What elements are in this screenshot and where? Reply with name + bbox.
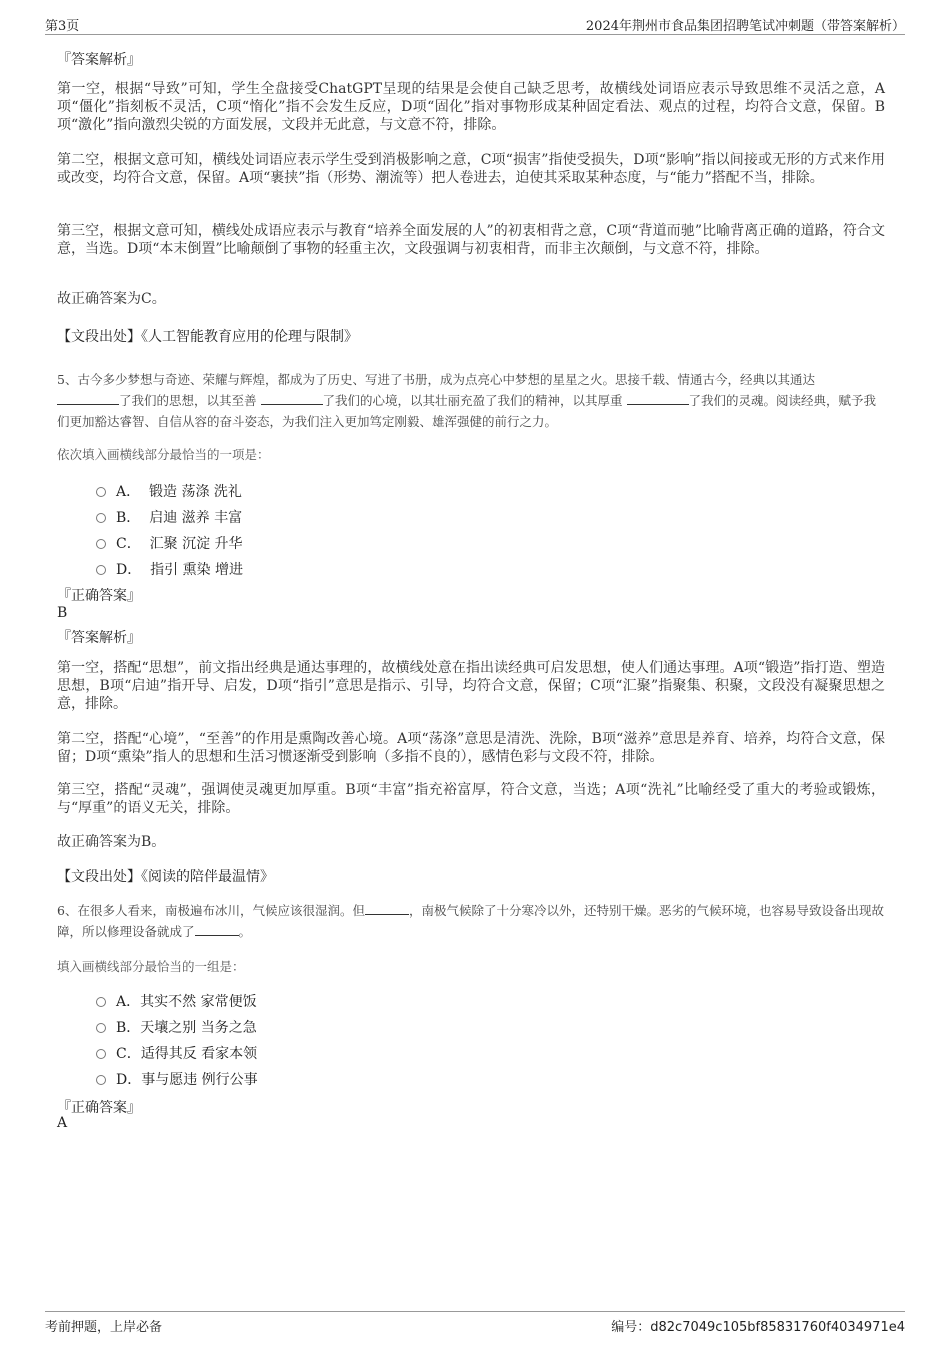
source-title: 《人工智能教育应用的伦理与限制》 [141, 329, 358, 345]
q6-option-b[interactable] [96, 1017, 257, 1037]
question-6-stem [57, 900, 885, 942]
prev-analysis-p3: 第三空，根据文意可知，横线处成语应表示与教育“培养全面发展的人”的初衷相背之意，C项“背道而驰”比喻背离正确的道路，符合文意，当选。D项“本末倒置”比喻颠倒了事物的轻重主次，文段强调与初衷相背，而非主次颠倒，与文意不符，排除。 [57, 223, 885, 257]
radio-button-icon[interactable] [96, 997, 106, 1007]
q5-option-b[interactable] [96, 507, 242, 527]
q6-text-a: 6、在很多人看来，南极遍布冰川，气候应该很湿润。但 [57, 903, 365, 918]
page-header [45, 12, 905, 35]
option-letter: B． [116, 1020, 141, 1036]
q5-option-a[interactable] [96, 481, 242, 501]
option-text: 天壤之别 当务之急 [140, 1020, 257, 1036]
q5-analysis-label: 『答案解析』 [57, 630, 141, 646]
fill-blank-2 [195, 923, 239, 936]
footer-slogan: 考前押题，上岸必备 [45, 1320, 163, 1335]
q6-text-c: 。 [238, 924, 252, 939]
option-text: 其实不然 家常便饭 [140, 994, 257, 1010]
option-letter: A． [116, 994, 141, 1010]
q5-analysis-p3: 第三空，搭配“灵魂”，强调使灵魂更加厚重。B项“丰富”指充裕富厚，符合文意，当选；A项“洗礼”比喻经受了重大的考验或锻炼，与“厚重”的语义无关，排除。 [57, 782, 885, 816]
radio-button-icon[interactable] [96, 513, 106, 523]
document-title: 2024年荆州市食品集团招聘笔试冲刺题（带答案解析） [585, 19, 905, 34]
page-number: 第3页 [45, 19, 80, 34]
code-value: d82c7049c105bf85831760f4034971e4 [650, 1320, 905, 1335]
q6-option-c[interactable] [96, 1043, 257, 1063]
q5-analysis-p1: 第一空，搭配“思想”，前文指出经典是通达事理的，故横线处意在指出读经典可启发思想，使人们通达事理。A项“锻造”指打造、塑造思想，B项“启迪”指开导、启发，D项“指引”意思是指示、引导，均符合文意，保留；C项“汇聚”指聚集、积聚，文段没有凝聚思想之意，排除。 [57, 660, 885, 712]
option-letter: C． [116, 1046, 141, 1062]
page-footer [45, 1311, 905, 1336]
prev-analysis-label: 『答案解析』 [57, 52, 141, 68]
q5-source [57, 866, 274, 886]
option-text: 锻造 荡涤 洗礼 [149, 484, 242, 500]
option-text: 事与愿违 例行公事 [141, 1072, 258, 1088]
q6-instruction: 填入画横线部分最恰当的一组是： [57, 959, 245, 974]
radio-button-icon[interactable] [96, 539, 106, 549]
radio-button-icon[interactable] [96, 565, 106, 575]
source-title: 《阅读的陪伴最温情》 [141, 869, 274, 885]
q5-option-d[interactable] [96, 559, 243, 579]
prev-conclusion: 故正确答案为C。 [57, 291, 166, 307]
option-text: 启迪 滋养 丰富 [149, 510, 243, 526]
fill-blank-2 [261, 392, 323, 405]
fill-blank-1 [365, 902, 409, 915]
q5-text-d: 了我们的灵魂。阅读经典，赋予我们更加豁达睿智、自信从容的奋斗姿态，为我们注入更加笃定刚毅、雄浑强健的前行之力。 [57, 393, 877, 429]
document-code [611, 1316, 905, 1335]
option-text: 适得其反 看家本领 [140, 1046, 258, 1062]
option-letter: B． [116, 510, 141, 526]
option-letter: C． [116, 536, 141, 552]
q5-text-b: 了我们的思想，以其至善 [119, 393, 257, 408]
question-5-stem [57, 369, 885, 432]
q5-analysis-p2: 第二空，搭配“心境”，“至善”的作用是熏陶改善心境。A项“荡涤”意思是清洗、洗除，B项“滋养”意思是养育、培养，均符合文意，保留；D项“熏染”指人的思想和生活习惯逐渐受到影响（多指不良的），感情色彩与文段不符，排除。 [57, 731, 885, 765]
q6-correct-label: 『正确答案』 [57, 1100, 141, 1116]
fill-blank-1 [57, 392, 119, 405]
radio-button-icon[interactable] [96, 487, 106, 497]
prev-source [57, 326, 358, 346]
radio-button-icon[interactable] [96, 1023, 106, 1033]
option-letter: D． [116, 562, 142, 578]
fill-blank-3 [627, 392, 689, 405]
source-label: 【文段出处】 [57, 869, 141, 885]
radio-button-icon[interactable] [96, 1049, 106, 1059]
radio-button-icon[interactable] [96, 1075, 106, 1085]
q6-option-a[interactable] [96, 991, 257, 1011]
code-label: 编号： [611, 1320, 651, 1335]
q6-text-b: ，南极气候除了十分寒冷以外，还特别干燥。恶劣的气候环境，也容易导致设备出现故障，所以修理设备就成了 [57, 903, 884, 939]
q6-answer: A [57, 1115, 68, 1131]
q5-option-c[interactable] [96, 533, 243, 553]
q5-correct-label: 『正确答案』 [57, 588, 141, 604]
q5-answer: B [57, 605, 68, 621]
q5-instruction: 依次填入画横线部分最恰当的一项是： [57, 447, 270, 462]
prev-analysis-p2: 第二空，根据文意可知，横线处词语应表示学生受到消极影响之意，C项“损害”指使受损失，D项“影响”指以间接或无形的方式来作用或改变，均符合文意，保留。A项“裹挟”指（形势、潮流等）把人卷进去，迫使其采取某种态度，与“能力”搭配不当，排除。 [57, 152, 885, 186]
q5-text-c: 了我们的心境，以其壮丽充盈了我们的精神，以其厚重 [322, 393, 623, 408]
option-text: 汇聚 沉淀 升华 [149, 536, 243, 552]
q5-text-a: 5、古今多少梦想与奇迹、荣耀与辉煌，都成为了历史、写进了书册，成为点亮心中梦想的星星之火。思接千载、情通古今，经典以其通达 [57, 372, 815, 387]
q5-conclusion: 故正确答案为B。 [57, 834, 166, 850]
option-text: 指引 熏染 增进 [150, 562, 244, 578]
option-letter: D． [116, 1072, 142, 1088]
option-letter: A． [116, 484, 141, 500]
q6-option-d[interactable] [96, 1069, 258, 1089]
source-label: 【文段出处】 [57, 329, 141, 345]
prev-analysis-p1: 第一空，根据“导致”可知，学生全盘接受ChatGPT呈现的结果是会使自己缺乏思考，故横线处词语应表示导致思维不灵活之意，A项“僵化”指刻板不灵活，C项“惰化”指不会发生反应，D项“固化”指对事物形成某种固定看法、观点的过程，均符合文意，保留。B项“激化”指向激烈尖锐的方面发展，文段并无此意，与文意不符，排除。 [57, 81, 885, 133]
